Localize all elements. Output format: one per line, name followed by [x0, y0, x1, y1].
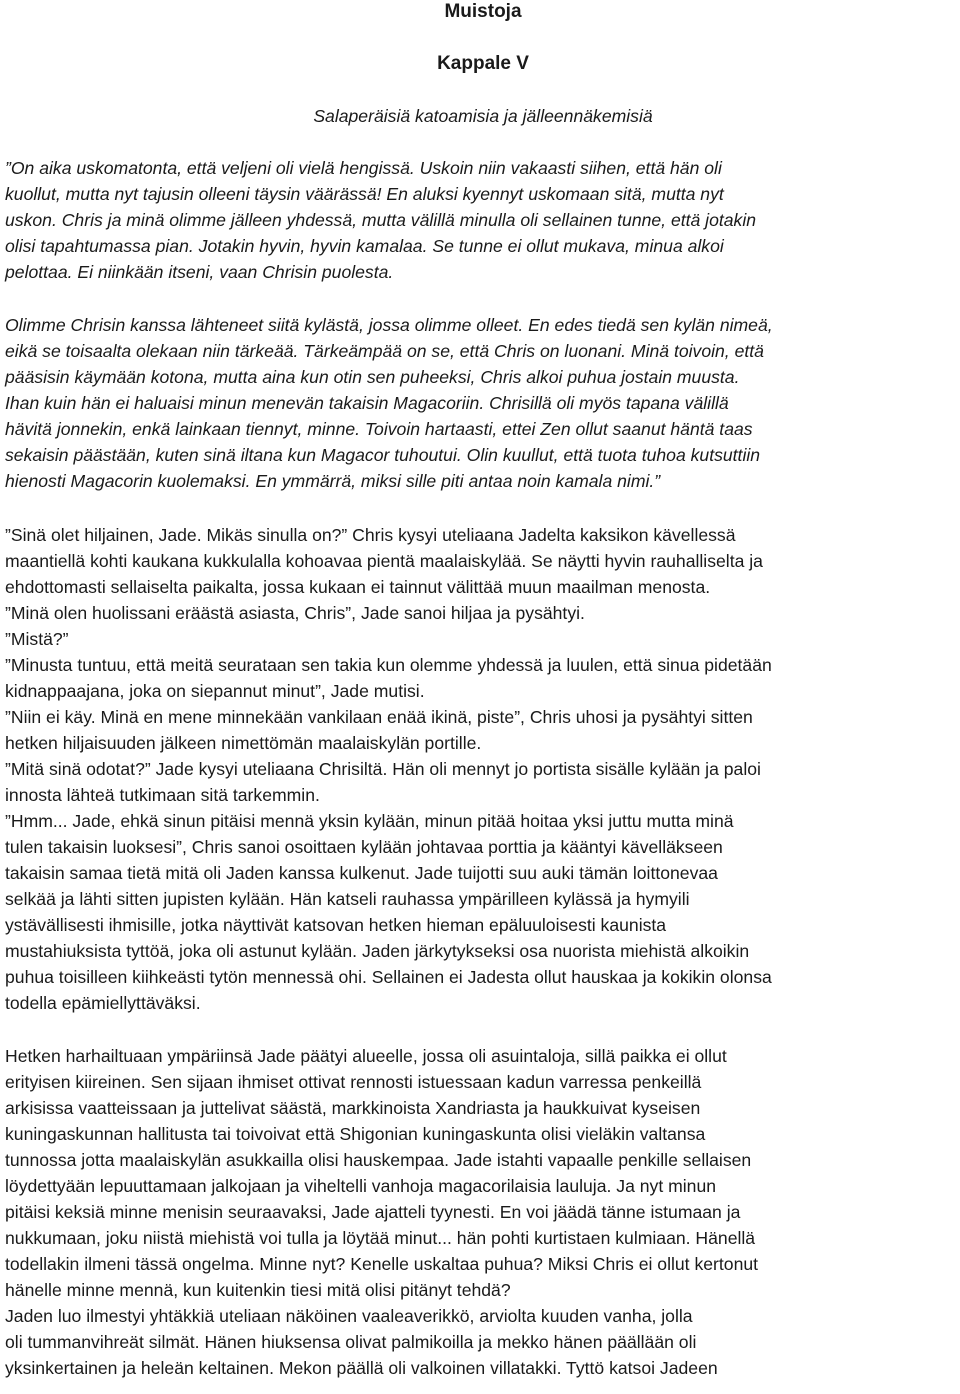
text-line: erityisen kiireinen. Sen sijaan ihmiset ottivat rennosti istuessaan kadun varressa penkeillä: [5, 1072, 702, 1092]
text-line: ”Niin ei käy. Minä en mene minnekään vankilaan enää ikinä, piste”, Chris uhosi ja pysähtyi sitten: [5, 707, 753, 727]
text-line: Olimme Chrisin kanssa lähteneet siitä kylästä, jossa olimme olleet. En edes tiedä sen kylän nimeä,: [5, 315, 773, 335]
text-line: uskon. Chris ja minä olimme jälleen yhdessä, mutta välillä minulla oli sellainen tunne, että jotakin: [5, 210, 757, 230]
text-line: tulen takaisin luoksesi”, Chris sanoi osoittaen kylään johtavaa porttia ja kääntyi kävelläkseen: [5, 837, 723, 857]
text-line: hänelle minne mennä, kun kuitenkin tiesi mitä olisi pitänyt tehdä?: [5, 1280, 511, 1300]
text-line: löydettyään lepuuttamaan jalkojaan ja viheltelli vanhoja magacorilaisia lauluja. Ja nyt minun: [5, 1176, 717, 1196]
text-line: mustahiuksista tyttöä, joka oli astunut kylään. Jaden järkytykseksi osa nuorista miehistä alkoikin: [5, 941, 750, 961]
text-line: Ihan kuin hän ei haluaisi minun menevän takaisin Magacoriin. Chrisillä oli myös tapana välillä: [5, 393, 729, 413]
text-line: takaisin samaa tietä mitä oli Jaden kanssa kulkenut. Jade tuijotti suu auki tämän loittonevaa: [5, 863, 718, 883]
text-line: arkisissa vaatteissaan ja juttelivat säästä, markkinoista Xandriasta ja haukkuivat kyseisen: [5, 1098, 701, 1118]
text-line: hienosti Magacorin kuolemaksi. En ymmärrä, miksi sille piti antaa noin kamala nimi.”: [5, 471, 661, 491]
text-line: ”Hmm... Jade, ehkä sinun pitäisi mennä yksin kylään, minun pitää hoitaa yksi juttu mutta minä: [5, 811, 734, 831]
text-line: olisi tapahtumassa pian. Jotakin hyvin, hyvin kamalaa. Se tunne ei ollut mukava, minua alkoi: [5, 236, 724, 256]
text-line: oli tummanvihreät silmät. Hänen hiuksensa olivat palmikoilla ja mekko hänen päällään oli: [5, 1332, 697, 1352]
chapter-heading: Kappale V: [437, 53, 529, 74]
text-line: kuningaskunnan hallitusta tai toivoivat että Shigonian kuningaskunta olisi vieläkin valtansa: [5, 1124, 706, 1144]
text-line: todella epämiellyttäväksi.: [5, 993, 201, 1013]
text-line: kidnappaajana, joka on siepannut minut”, Jade mutisi.: [5, 681, 425, 701]
text-line: innosta lähteä tutkimaan sitä tarkemmin.: [5, 785, 320, 805]
text-line: pelottaa. Ei niinkään itseni, vaan Chrisin puolesta.: [5, 262, 394, 282]
text-line: hetken hiljaisuuden jälkeen nimettömän maalaiskylän portille.: [5, 733, 482, 753]
text-line: eikä se toisaalta olekaan niin tärkeää. Tärkeämpää on se, että Chris on luonani. Minä toivoin, että: [5, 341, 764, 361]
text-line: yksinkertainen ja heleän keltainen. Mekon päällä oli valkoinen villatakki. Tyttö katsoi Jadeen: [5, 1358, 718, 1378]
text-line: hävitä jonnekin, enkä lainkaan tiennyt, minne. Toivoin hartaasti, ettei Zen ollut saanut häntä taas: [5, 419, 753, 439]
text-line: pääsisin käymään kotona, mutta aina kun otin sen puheeksi, Chris alkoi puhua jostain muusta.: [5, 367, 740, 387]
text-line: Hetken harhailtuaan ympäriinsä Jade päätyi alueelle, jossa oli asuintaloja, sillä paikka ei ollut: [5, 1046, 727, 1066]
text-line: tunnossa jotta maalaiskylän asukkailla olisi hauskempaa. Jade istahti vapaalle penkille sellaisen: [5, 1150, 752, 1170]
text-line: puhua toisilleen kiihkeästi tytön mennessä ohi. Sellainen ei Jadesta ollut hauskaa ja kokikin olonsa: [5, 967, 772, 987]
text-line: maantiellä kohti kaukana kukkulalla kohoavaa pientä maalaiskylää. Se näytti hyvin rauhalliselta ja: [5, 551, 763, 571]
text-line: sekaisin päästään, kuten sinä iltana kun Magacor tuhoutui. Olin kuullut, että tuota tuhoa kutsuttiin: [5, 445, 761, 465]
text-line: selkää ja lähti sitten jupisten kylään. Hän katseli rauhassa ympärilleen kylässä ja hymyili: [5, 889, 690, 909]
text-line: ”Sinä olet hiljainen, Jade. Mikäs sinulla on?” Chris kysyi uteliaana Jadelta kaksikon kävellessä: [5, 525, 736, 545]
text-line: Jaden luo ilmestyi yhtäkkiä uteliaan näköinen vaaleaverikkö, arviolta kuuden vanha, jolla: [5, 1306, 693, 1326]
text-line: nukkumaan, joku niistä miehistä voi tulla ja löytää minut... hän pohti kurtistaen kulmiaan. Hänellä: [5, 1228, 756, 1248]
text-line: ehdottomasti sellaiselta paikalta, jossa kukaan ei tainnut välittää muun maailman menosta.: [5, 577, 711, 597]
chapter-subtitle: Salaperäisiä katoamisia ja jälleennäkemisiä: [313, 106, 653, 126]
text-line: ”Mistä?”: [5, 629, 69, 649]
text-line: kuollut, mutta nyt tajusin olleeni täysin väärässä! En aluksi kyennyt uskomaan sitä, mutta nyt: [5, 184, 724, 204]
text-line: todellakin ilmeni tässä ongelma. Minne nyt? Kenelle uskaltaa puhua? Miksi Chris ei ollut kertonut: [5, 1254, 759, 1274]
text-line: ystävällisesti ihmisille, jotka näyttivät katsovan hetken hieman epäluuloisesti kaunista: [5, 915, 667, 935]
text-line: ”Mitä sinä odotat?” Jade kysyi uteliaana Chrisiltä. Hän oli mennyt jo portista sisälle kylään ja paloi: [5, 759, 761, 779]
document-title: Muistoja: [444, 1, 522, 22]
text-line: ”On aika uskomatonta, että veljeni oli vielä hengissä. Uskoin niin vakaasti siihen, että hän oli: [5, 158, 722, 178]
text-line: ”Minusta tuntuu, että meitä seurataan sen takia kun olemme yhdessä ja luulen, että sinua pidetään: [5, 655, 772, 675]
text-line: ”Minä olen huolissani eräästä asiasta, Chris”, Jade sanoi hiljaa ja pysähtyi.: [5, 603, 585, 623]
text-line: pitäisi keksiä minne menisin seuraavaksi, Jade ajatteli tyynesti. En voi jäädä tänne istumaan ja: [5, 1202, 741, 1222]
